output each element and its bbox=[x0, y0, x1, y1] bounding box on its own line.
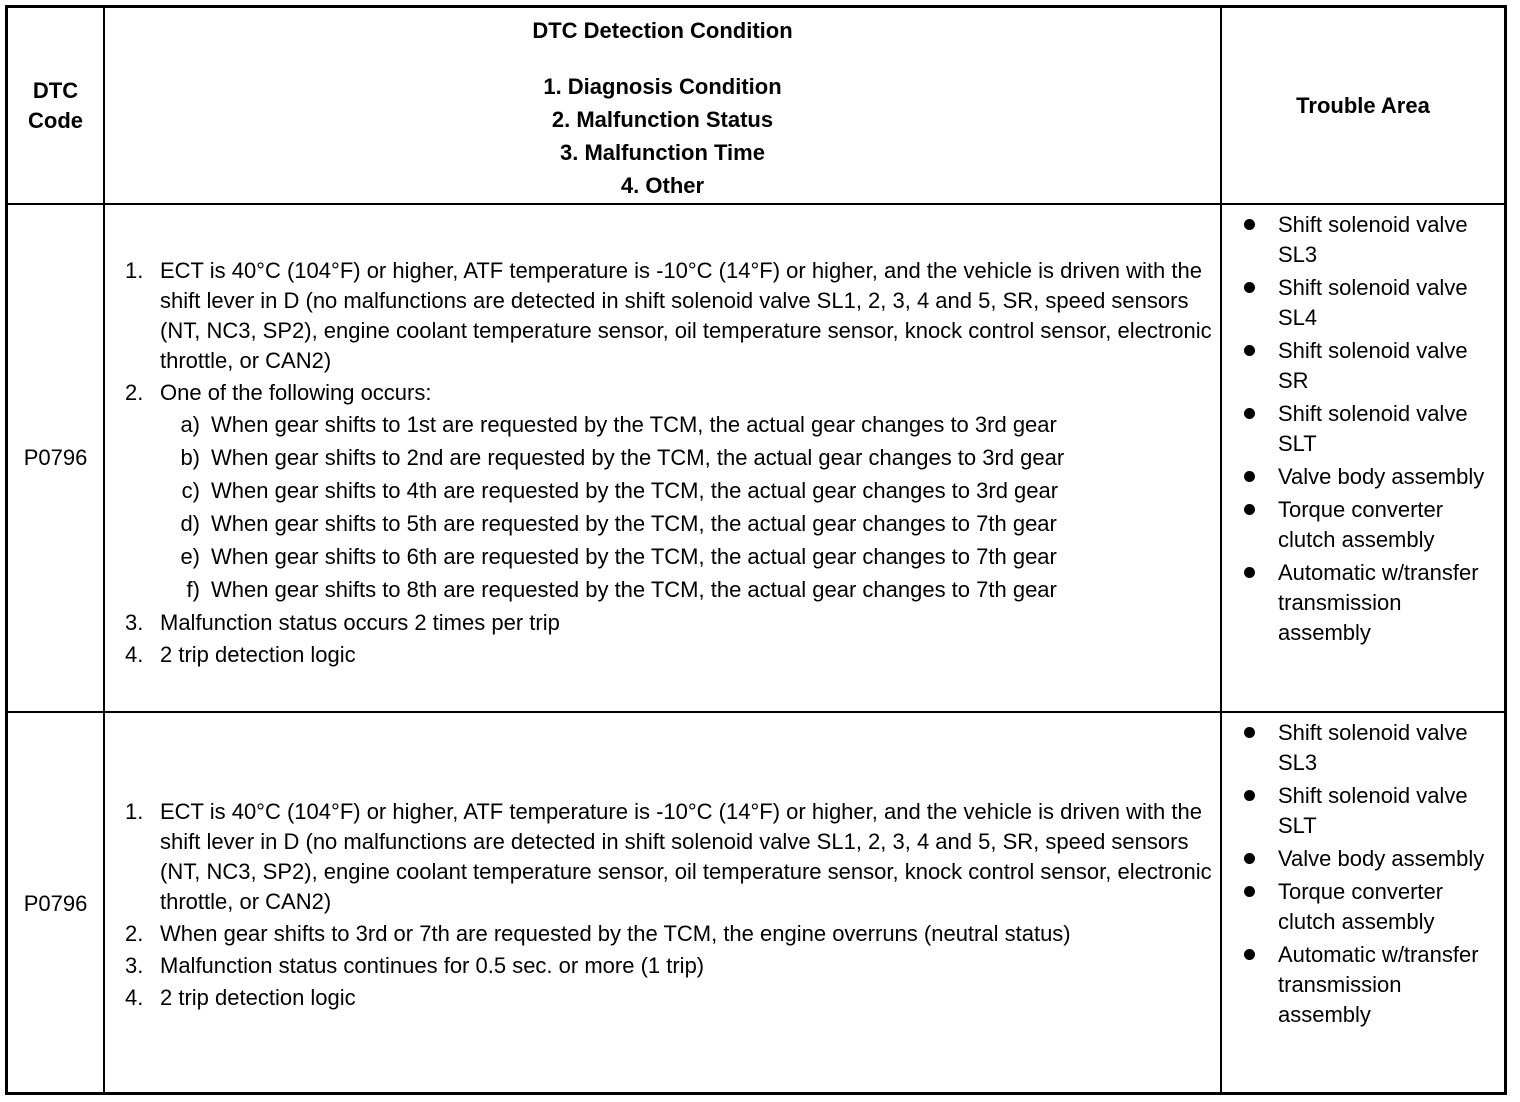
subitem-text: When gear shifts to 1st are requested by the TCM, the actual gear changes to 3rd gear bbox=[211, 412, 1057, 437]
trouble-area-item bbox=[1242, 462, 1500, 492]
bullet-icon bbox=[1244, 727, 1255, 738]
condition-text: Malfunction status continues for 0.5 sec. or more (1 trip) bbox=[160, 953, 705, 978]
condition-number: 1. bbox=[125, 258, 144, 283]
trouble-area-item bbox=[1242, 495, 1500, 555]
trouble-area-item bbox=[1242, 844, 1500, 874]
header-detection-title: DTC Detection Condition bbox=[532, 18, 793, 43]
bullet-icon bbox=[1244, 345, 1255, 356]
subitem-letter: d) bbox=[180, 511, 200, 536]
trouble-area-item bbox=[1242, 399, 1500, 459]
trouble-area-text: Shift solenoid valve SL4 bbox=[1278, 275, 1468, 330]
trouble-area-text: Valve body assembly bbox=[1278, 464, 1485, 489]
trouble-area-text: Automatic w/transfer transmission assembly bbox=[1278, 942, 1479, 1027]
condition-item bbox=[125, 797, 1214, 917]
trouble-area-item bbox=[1242, 336, 1500, 396]
row-1-dtc-code: P0796 bbox=[23, 445, 88, 470]
bullet-icon bbox=[1244, 282, 1255, 293]
bullet-icon bbox=[1244, 408, 1255, 419]
trouble-area-item bbox=[1242, 210, 1500, 270]
condition-item bbox=[125, 983, 1214, 1013]
bullet-icon bbox=[1244, 567, 1255, 578]
condition-subitem bbox=[125, 474, 1214, 507]
condition-number: 3. bbox=[125, 610, 144, 635]
header-dtc-code-line1: DTC bbox=[32, 77, 79, 103]
row-1-conditions bbox=[105, 205, 1220, 711]
header-detection-item: 3. Malfunction Time bbox=[560, 140, 765, 165]
trouble-area-text: Valve body assembly bbox=[1278, 846, 1485, 871]
bullet-icon bbox=[1244, 886, 1255, 897]
trouble-area-text: Torque converter clutch assembly bbox=[1278, 497, 1444, 552]
bullet-icon bbox=[1244, 219, 1255, 230]
trouble-area-item bbox=[1242, 718, 1500, 778]
header-dtc-code bbox=[8, 8, 103, 203]
condition-number: 4. bbox=[125, 642, 144, 667]
header-detection-items bbox=[105, 70, 1220, 202]
condition-subitem bbox=[125, 408, 1214, 441]
trouble-area-item bbox=[1242, 877, 1500, 937]
header-detection-condition bbox=[105, 8, 1220, 203]
header-detection-item: 1. Diagnosis Condition bbox=[543, 74, 782, 99]
trouble-area-item bbox=[1242, 273, 1500, 333]
trouble-area-text: Shift solenoid valve SR bbox=[1278, 338, 1468, 393]
trouble-area-item bbox=[1242, 781, 1500, 841]
subitem-letter: b) bbox=[180, 445, 200, 470]
condition-item bbox=[125, 919, 1214, 949]
condition-list bbox=[125, 797, 1214, 1013]
condition-number: 3. bbox=[125, 953, 144, 978]
condition-subitem bbox=[125, 573, 1214, 606]
bullet-icon bbox=[1244, 949, 1255, 960]
header-detection-item: 4. Other bbox=[620, 173, 705, 198]
bullet-icon bbox=[1244, 790, 1255, 801]
row-2-conditions bbox=[105, 713, 1220, 1094]
row-2-dtc-code: P0796 bbox=[23, 890, 88, 916]
condition-text: 2 trip detection logic bbox=[160, 642, 356, 667]
condition-text: One of the following occurs: bbox=[160, 380, 432, 405]
subitem-letter: f) bbox=[186, 577, 200, 602]
condition-text: When gear shifts to 3rd or 7th are requested by the TCM, the engine overruns (neutral status) bbox=[160, 921, 1071, 946]
condition-number: 2. bbox=[125, 380, 144, 405]
subitem-text: When gear shifts to 6th are requested by the TCM, the actual gear changes to 7th gear bbox=[211, 544, 1057, 569]
trouble-area-item bbox=[1242, 940, 1500, 1030]
trouble-area-list bbox=[1242, 718, 1500, 1033]
condition-text: ECT is 40°C (104°F) or higher, ATF temperature is -10°C (14°F) or higher, and the vehicle is driven with the shift lever in D (no malfunctions are detected in shift solenoid valve SL1, 2, 3, 4 and 5, SR, speed sensors (NT, NC3, SP2), engine coolant temperature sensor, oil temperature sensor, knock control sensor, electronic throttle, or CAN2) bbox=[160, 799, 1212, 914]
bullet-icon bbox=[1244, 504, 1255, 515]
condition-number: 1. bbox=[125, 799, 144, 824]
subitem-text: When gear shifts to 2nd are requested by the TCM, the actual gear changes to 3rd gear bbox=[211, 445, 1065, 470]
subitem-letter: c) bbox=[181, 478, 200, 503]
condition-number: 4. bbox=[125, 985, 144, 1010]
condition-text: 2 trip detection logic bbox=[160, 985, 356, 1010]
condition-subitem bbox=[125, 441, 1214, 474]
dtc-table bbox=[5, 5, 1507, 1095]
subitem-letter: a) bbox=[180, 412, 200, 437]
trouble-area-list bbox=[1242, 210, 1500, 651]
subitem-text: When gear shifts to 4th are requested by the TCM, the actual gear changes to 3rd gear bbox=[211, 478, 1059, 503]
condition-text: Malfunction status occurs 2 times per trip bbox=[160, 610, 560, 635]
row-2-trouble-area bbox=[1222, 713, 1504, 1094]
condition-text: ECT is 40°C (104°F) or higher, ATF temperature is -10°C (14°F) or higher, and the vehicle is driven with the shift lever in D (no malfunctions are detected in shift solenoid valve SL1, 2, 3, 4 and 5, SR, speed sensors (NT, NC3, SP2), engine coolant temperature sensor, oil temperature sensor, knock control sensor, electronic throttle, or CAN2) bbox=[160, 258, 1212, 373]
condition-subitem bbox=[125, 540, 1214, 573]
row-1-trouble-area bbox=[1222, 205, 1504, 711]
subitem-text: When gear shifts to 8th are requested by the TCM, the actual gear changes to 7th gear bbox=[211, 577, 1057, 602]
trouble-area-text: Shift solenoid valve SLT bbox=[1278, 401, 1468, 456]
trouble-area-text: Shift solenoid valve SL3 bbox=[1278, 212, 1468, 267]
condition-list bbox=[125, 256, 1214, 670]
subitem-text: When gear shifts to 5th are requested by the TCM, the actual gear changes to 7th gear bbox=[211, 511, 1057, 536]
condition-item bbox=[125, 951, 1214, 981]
trouble-area-text: Torque converter clutch assembly bbox=[1278, 879, 1444, 934]
trouble-area-item bbox=[1242, 558, 1500, 648]
condition-item bbox=[125, 608, 1214, 638]
subitem-letter: e) bbox=[180, 544, 200, 569]
condition-item bbox=[125, 378, 1214, 408]
condition-number: 2. bbox=[125, 921, 144, 946]
bullet-icon bbox=[1244, 853, 1255, 864]
condition-subitem bbox=[125, 507, 1214, 540]
header-detection-item: 2. Malfunction Status bbox=[551, 107, 774, 132]
condition-item bbox=[125, 256, 1214, 376]
header-trouble-area: Trouble Area bbox=[1296, 92, 1430, 118]
bullet-icon bbox=[1244, 471, 1255, 482]
trouble-area-text: Shift solenoid valve SL3 bbox=[1278, 720, 1468, 775]
trouble-area-text: Shift solenoid valve SLT bbox=[1278, 783, 1468, 838]
trouble-area-text: Automatic w/transfer transmission assembly bbox=[1278, 560, 1479, 645]
condition-item bbox=[125, 640, 1214, 670]
header-dtc-code-line2: Code bbox=[28, 107, 83, 133]
